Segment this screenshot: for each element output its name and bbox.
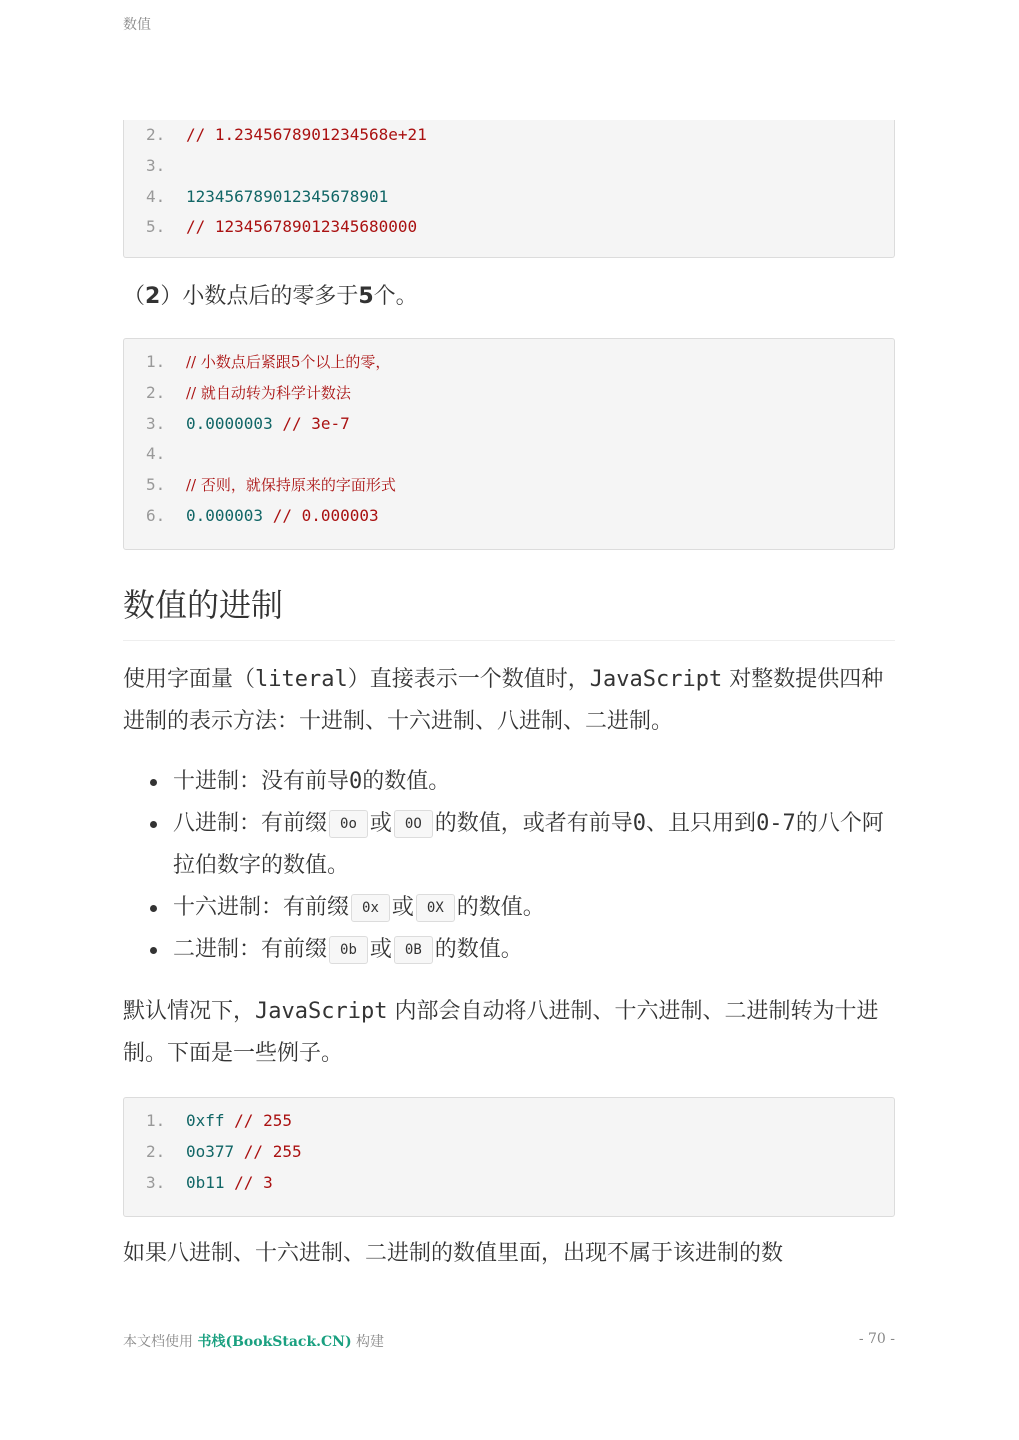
code-comment: // 1.2345678901234568e+21 [186,125,427,144]
item-text: 小数点后的零多于 [182,284,359,309]
line-number: 2. [146,1141,166,1161]
code-block-1 [123,120,895,258]
line-number: 1. [146,352,166,371]
list-sep: ： [239,769,262,794]
trailing-paragraph: 如果八进制、十六进制、二进制的数值里面，出现不属于该进制的数 [123,1241,784,1266]
line-number: 3. [146,413,166,433]
default-paragraph [123,991,895,1075]
line-number: 2. [146,125,166,144]
page-content [123,120,895,1275]
footer-prefix: 本文档使用 [123,1334,198,1350]
list-or: 或 [369,937,392,962]
list-text: 没有前导 [261,769,350,794]
footer-suffix: 构建 [351,1334,385,1350]
line-number: 6. [146,505,166,525]
inline-code: 0b [329,936,368,964]
code-comment: // 小数点后紧跟5个以上的零， [186,353,391,371]
line-number: 4. [146,444,166,464]
list-sep: ： [261,895,284,920]
footer-credit [123,1331,384,1351]
line-number: 3. [146,1172,166,1192]
paragraph-text: 默认情况下， [123,999,256,1024]
intro-text: 对整数提供四种进制的表示方法：十进制、十六进制、八进制、二进制。 [123,667,884,734]
code-comment: // 255 [234,1111,292,1130]
paragraph-text: 内部会自动将八进制、十六进制、二进制转为十进制。下面是一些例子。 [123,999,879,1066]
list-range: 0-7 [756,811,796,836]
list-item [123,887,895,929]
bullet-dot [150,779,157,786]
list-label: 十进制 [173,769,240,794]
code-line [146,501,874,532]
list-label: 十六进制 [173,895,262,920]
zero-count: 5 [358,284,374,309]
list-sep: ： [239,937,262,962]
item-2-heading [123,276,895,318]
line-number: 4. [146,186,166,206]
code-line [146,120,874,151]
code-line [146,347,874,378]
list-text: 的数值。 [456,895,545,920]
code-block-2 [123,338,895,550]
bullet-dot [150,821,157,828]
code-comment: // 3 [234,1172,273,1192]
code-line [146,470,874,501]
intro-text: ）直接表示一个数值时， [347,667,590,692]
code-line [146,151,874,182]
code-line [146,182,874,213]
code-comment: // 3e-7 [282,413,350,433]
list-text: 的数值。 [434,937,523,962]
javascript-term: JavaScript [589,667,723,692]
radix-list [123,761,895,971]
section-heading: 数值的进制 [123,580,895,641]
code-comment: // 否则，就保持原来的字面形式 [186,476,396,495]
list-text: 有前缀 [261,937,328,962]
list-label: 八进制 [173,811,240,836]
line-number: 5. [146,475,166,495]
intro-paragraph [123,659,895,743]
javascript-term: JavaScript [255,999,388,1024]
code-line [146,439,874,470]
inline-code: 0o [329,810,368,838]
inline-code: 0x [351,894,390,922]
bullet-dot [150,905,157,912]
code-comment: // 123456789012345680000 [186,217,418,237]
inline-code: 0O [394,810,433,838]
code-number: 0xff [186,1111,235,1130]
item-number: 2 [145,284,161,309]
literal-term: literal [255,667,348,692]
code-line [146,212,874,243]
code-number: 0b11 [186,1172,235,1192]
code-line [146,409,874,440]
line-number: 1. [146,1111,166,1130]
bullet-dot [150,947,157,954]
paren-open: （ [123,284,146,309]
list-label: 二进制 [173,937,240,962]
line-number: 2. [146,382,166,402]
code-line [146,1106,874,1137]
list-zero: 0 [632,811,647,836]
paren-close: ） [160,284,183,309]
list-text: 有前缀 [261,811,328,836]
code-line [146,1137,874,1168]
line-number: 5. [146,217,166,237]
code-number: 123456789012345678901 [186,186,389,206]
footer-brand-link[interactable]: 书栈(BookStack.CN) [197,1334,352,1350]
list-text: 的数值，或者有前导 [434,811,633,836]
list-or: 或 [369,811,392,836]
code-comment: // 就自动转为科学计数法 [186,383,351,402]
list-text: 、且只用到 [646,811,757,836]
intro-text: 使用字面量（ [123,667,256,692]
code-number: 0.0000003 [186,413,283,433]
list-item [123,929,895,971]
code-number: 0o377 [186,1141,244,1161]
code-comment: // 0.000003 [272,505,379,525]
list-item [123,761,895,803]
line-number: 3. [146,155,166,175]
code-block-3 [123,1097,895,1217]
inline-code: 0X [416,894,455,922]
list-item [123,803,895,887]
list-zero: 0 [349,769,363,794]
list-sep: ： [239,811,262,836]
code-number: 0.000003 [186,505,273,525]
code-comment: // 255 [243,1141,302,1161]
list-text: 有前缀 [283,895,350,920]
item-text-end: 个。 [373,284,418,309]
running-header: 数值 [123,17,151,33]
list-or: 或 [391,895,414,920]
list-text: 的八个阿拉伯数字的数值。 [173,811,884,878]
code-line [146,378,874,409]
page-number: - 70 - [858,1331,895,1347]
code-line [146,1168,874,1199]
list-text: 的数值。 [362,769,451,794]
inline-code: 0B [394,936,433,964]
